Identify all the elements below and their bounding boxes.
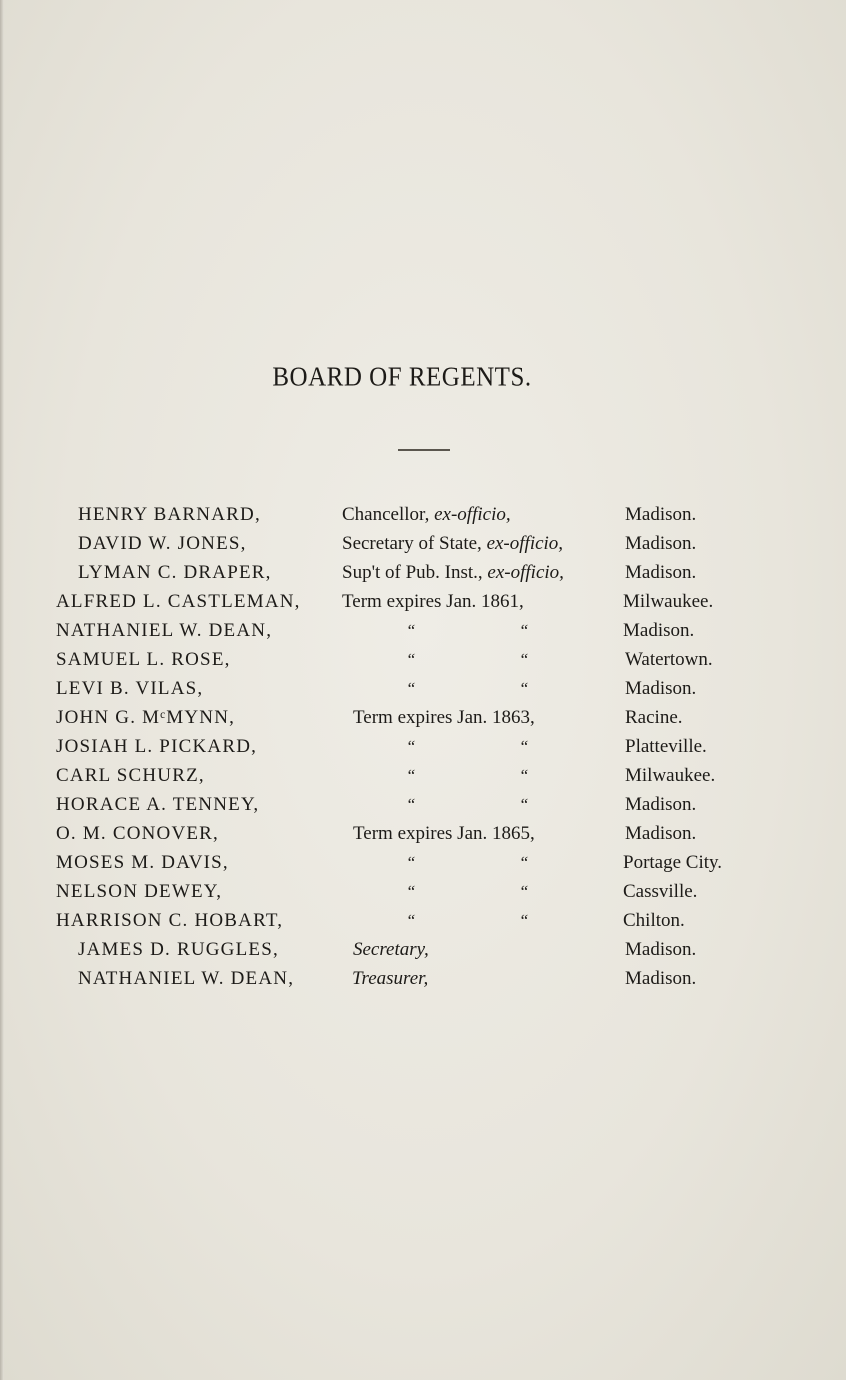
ditto-mark: “ (406, 853, 416, 872)
regent-office: Sup't of Pub. Inst., ex-officio, (342, 562, 564, 583)
regent-name: LYMAN C. DRAPER, (78, 562, 272, 583)
regent-row (0, 966, 846, 992)
regent-office: Secretary of State, ex-officio, (342, 533, 564, 554)
regent-office: Secretary, (353, 939, 429, 960)
title-rule (398, 449, 450, 451)
regent-place: Madison. (625, 794, 697, 815)
regent-place: Watertown. (625, 649, 713, 670)
ditto-mark: “ (406, 766, 416, 785)
regent-row (0, 850, 846, 876)
regent-name: ALFRED L. CASTLEMAN, (56, 591, 301, 612)
regent-place: Madison. (625, 533, 697, 554)
ditto-mark: “ (519, 679, 529, 698)
regent-name: SAMUEL L. ROSE, (56, 649, 231, 670)
ditto-mark: “ (406, 679, 416, 698)
regent-row (0, 763, 846, 789)
regent-name: O. M. CONOVER, (56, 823, 220, 844)
ditto-mark: “ (519, 621, 529, 640)
regent-name: HORACE A. TENNEY, (56, 794, 260, 815)
regent-row (0, 589, 846, 615)
regent-row (0, 618, 846, 644)
ditto-mark: “ (406, 650, 416, 669)
regent-place: Cassville. (623, 881, 698, 902)
ditto-mark: “ (406, 737, 416, 756)
regent-name: JOSIAH L. PICKARD, (56, 736, 258, 757)
regent-name: HARRISON C. HOBART, (56, 910, 284, 931)
regent-row (0, 908, 846, 934)
regent-name: LEVI B. VILAS, (56, 678, 204, 699)
regent-row (0, 676, 846, 702)
ditto-mark: “ (406, 911, 416, 930)
regent-place: Madison. (625, 968, 697, 989)
regent-place: Madison. (625, 823, 697, 844)
ditto-mark: “ (519, 650, 529, 669)
regent-name: NATHANIEL W. DEAN, (56, 620, 273, 641)
regent-office: Chancellor, ex-officio, (342, 504, 511, 525)
ditto-mark: “ (519, 766, 529, 785)
regent-row (0, 821, 846, 847)
regent-row (0, 560, 846, 586)
regent-name: JAMES D. RUGGLES, (78, 939, 279, 960)
ditto-mark: “ (519, 882, 529, 901)
ditto-mark: “ (519, 853, 529, 872)
regent-name: NELSON DEWEY, (56, 881, 223, 902)
regent-place: Milwaukee. (625, 765, 716, 786)
ditto-mark: “ (406, 882, 416, 901)
regent-place: Racine. (625, 707, 683, 728)
page-title: BOARD OF REGENTS. (272, 362, 532, 393)
regent-row (0, 531, 846, 557)
regent-name: JOHN G. MᶜMYNN, (56, 707, 236, 728)
regent-row (0, 937, 846, 963)
regent-row (0, 734, 846, 760)
regent-place: Madison. (625, 504, 697, 525)
regent-place: Madison. (625, 939, 697, 960)
regent-name: NATHANIEL W. DEAN, (78, 968, 295, 989)
regent-place: Madison. (625, 678, 697, 699)
ditto-mark: “ (406, 795, 416, 814)
regent-term: Term expires Jan. 1861, (342, 591, 524, 612)
regent-name: HENRY BARNARD, (78, 504, 261, 525)
regent-place: Chilton. (623, 910, 685, 931)
regent-term: Term expires Jan. 1863, (353, 707, 535, 728)
regent-term: Term expires Jan. 1865, (353, 823, 535, 844)
ditto-mark: “ (519, 795, 529, 814)
regent-place: Portage City. (623, 852, 723, 873)
ditto-mark: “ (519, 737, 529, 756)
ditto-mark: “ (406, 621, 416, 640)
regent-place: Madison. (623, 620, 695, 641)
regent-place: Platteville. (625, 736, 707, 757)
regent-row (0, 647, 846, 673)
regent-name: MOSES M. DAVIS, (56, 852, 229, 873)
regent-name: DAVID W. JONES, (78, 533, 247, 554)
regent-place: Milwaukee. (623, 591, 714, 612)
regent-place: Madison. (625, 562, 697, 583)
regent-row (0, 705, 846, 731)
regent-office: Treasurer, (352, 968, 429, 989)
ditto-mark: “ (519, 911, 529, 930)
regent-row (0, 502, 846, 528)
regent-row (0, 879, 846, 905)
regent-name: CARL SCHURZ, (56, 765, 205, 786)
regent-row (0, 792, 846, 818)
